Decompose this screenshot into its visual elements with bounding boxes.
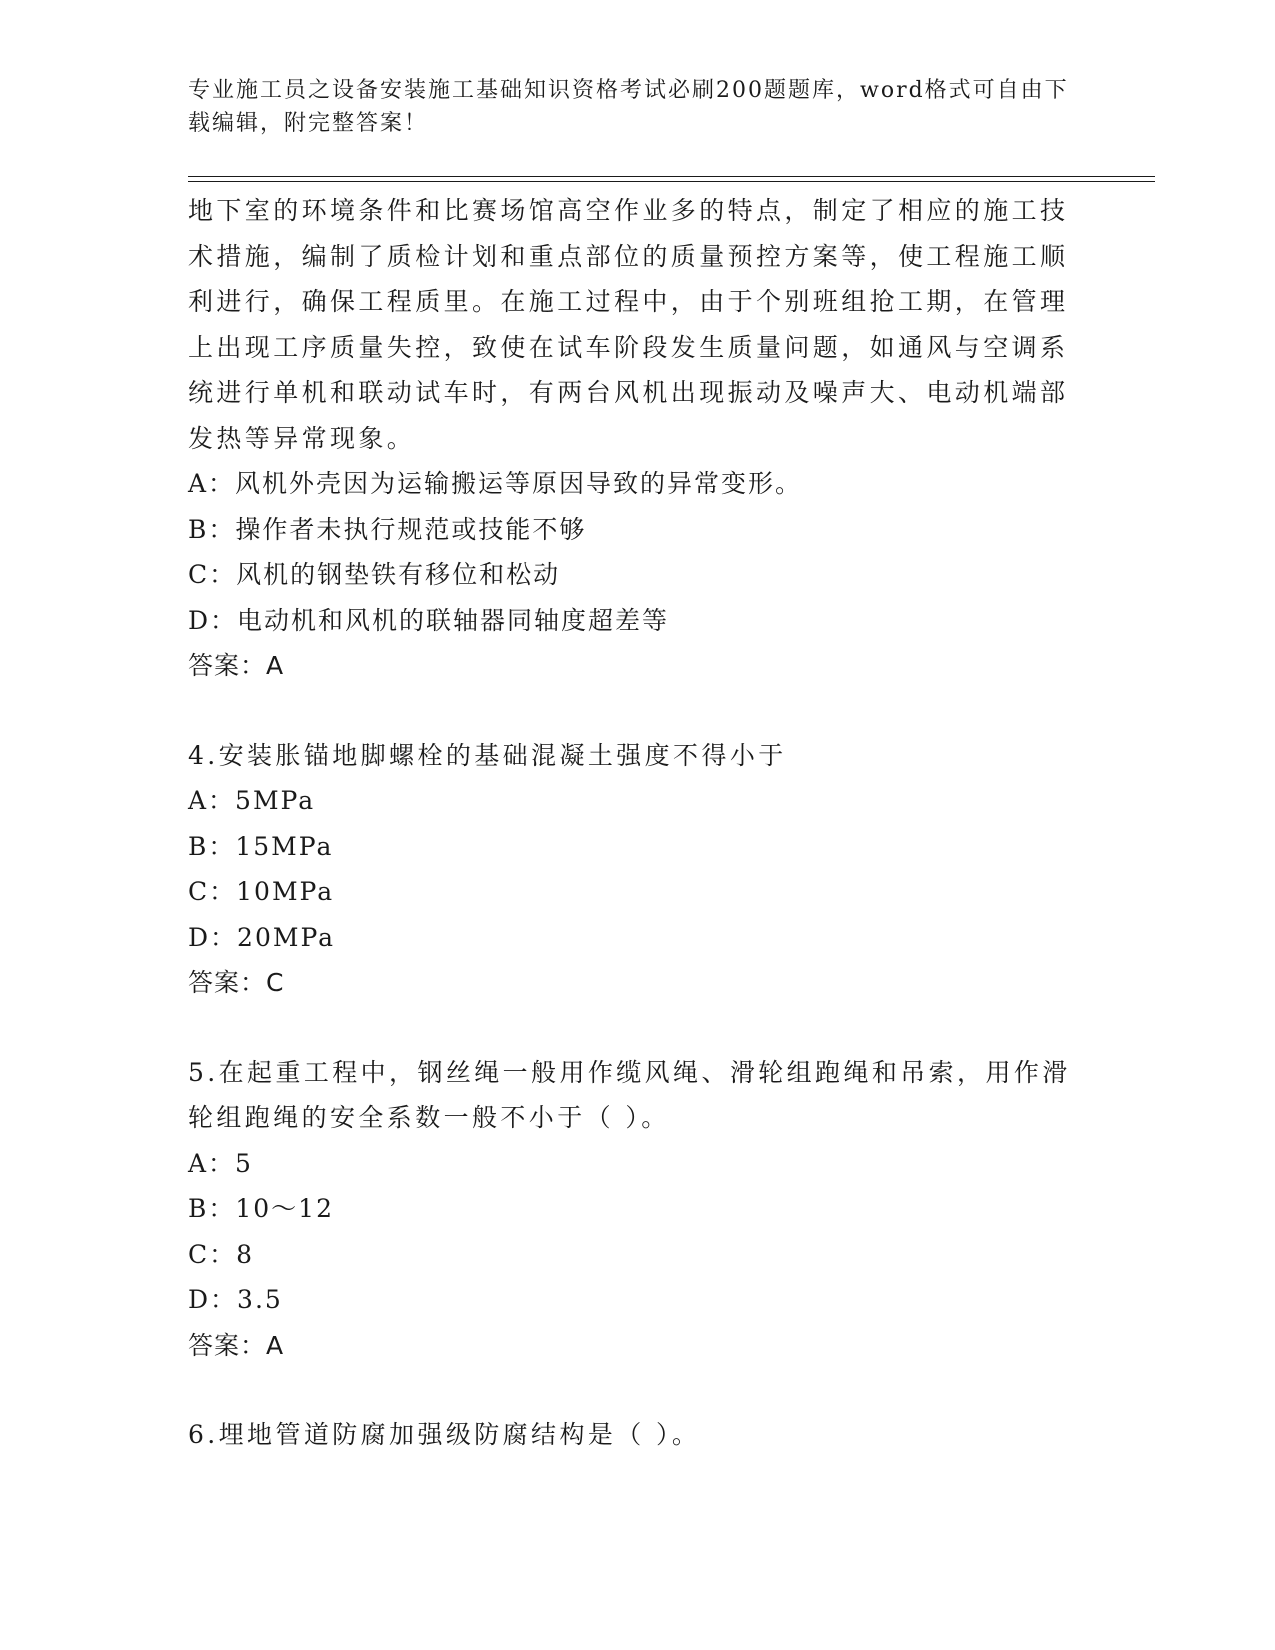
question-4-option-d: D：20MPa — [188, 922, 336, 952]
question-5-option-d: D：3.5 — [188, 1285, 283, 1314]
question-6-stem: 6.埋地管道防腐加强级防腐结构是（ ）。 — [188, 1420, 701, 1449]
question-4-option-b: B：15MPa — [188, 831, 334, 861]
question-3 — [188, 188, 1088, 689]
question-5-answer: 答案：A — [188, 1330, 285, 1360]
question-4-option-a: A：5MPa — [188, 786, 316, 815]
question-6 — [188, 1412, 1088, 1458]
question-5-stem: 5.在起重工程中，钢丝绳一般用作缆风绳、滑轮组跑绳和吊索，用作滑轮组跑绳的安全系数一般不小于（ ）。 — [188, 1057, 1071, 1132]
question-3-option-c: C：风机的钢垫铁有移位和松动 — [188, 560, 561, 589]
question-list — [188, 188, 1088, 1458]
question-4-answer: 答案：C — [188, 968, 285, 997]
question-5-option-a: A：5 — [188, 1148, 253, 1178]
document-header — [188, 74, 1088, 140]
header-divider-bottom — [188, 181, 1155, 182]
question-3-option-d: D：电动机和风机的联轴器同轴度超差等 — [188, 605, 670, 635]
question-4-option-c: C：10MPa — [188, 877, 335, 906]
question-5-option-c: C：8 — [188, 1239, 255, 1269]
document-title: 专业施工员之设备安装施工基础知识资格考试必刷200题题库，word格式可自由下载编辑，附完整答案！ — [188, 78, 1069, 136]
question-5-option-b: B：10～12 — [188, 1194, 334, 1223]
question-4-stem: 4.安装胀锚地脚螺栓的基础混凝土强度不得小于 — [188, 740, 787, 770]
question-5 — [188, 1050, 1088, 1369]
header-divider-top — [188, 176, 1155, 177]
question-3-answer: 答案：A — [188, 651, 285, 680]
question-4 — [188, 733, 1088, 1006]
question-3-option-a: A：风机外壳因为运输搬运等原因导致的异常变形。 — [188, 469, 803, 498]
question-3-option-b: B：操作者未执行规范或技能不够 — [188, 514, 587, 544]
question-3-stem-continued: 地下室的环境条件和比赛场馆高空作业多的特点，制定了相应的施工技术措施，编制了质检计划和重点部位的质量预控方案等，使工程施工顺利进行，确保工程质里。在施工过程中，由于个别班组抢工期，在管理上出现工序质量失控，致使在试车阶段发生质量问题，如通风与空调系统进行单机和联动试车时，有两台风机出现振动及噪声大、电动机端部发热等异常现象。 — [188, 196, 1069, 453]
